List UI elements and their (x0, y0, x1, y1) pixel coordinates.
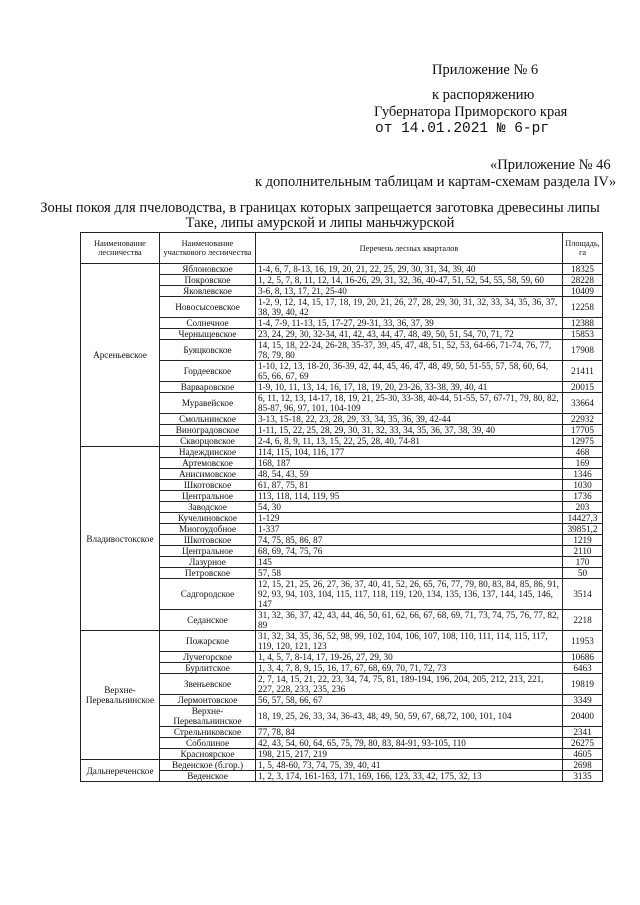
table-row (81, 436, 603, 447)
block-list: 77, 78, 84 (256, 727, 563, 738)
block-list: 2-4, 6, 8, 9, 11, 13, 15, 22, 25, 28, 40, 74-81 (256, 436, 563, 447)
area-value: 203 (563, 502, 603, 513)
forestry-name: Верхне-Перевальнинское (81, 631, 160, 760)
table-row (81, 393, 603, 414)
block-list: 1-2, 9, 12, 14, 15, 17, 18, 19, 20, 21, 26, 27, 28, 29, 30, 31, 32, 33, 34, 35, 36, 37, 38, 39, 40, 42 (256, 297, 563, 318)
area-value: 19819 (563, 674, 603, 695)
table-row (81, 329, 603, 340)
area-value: 169 (563, 458, 603, 469)
document-title-line1: Зоны покоя для пчеловодства, в границах которых запрещается заготовка древесины липы (40, 200, 600, 216)
table-row (81, 361, 603, 382)
document-title-line2: Таке, липы амурской и липы маньчжурской (185, 215, 455, 231)
block-list: 23, 24, 29, 30, 32-34, 41, 42, 43, 44, 47, 48, 49, 50, 51, 54, 70, 71, 72 (256, 329, 563, 340)
forestry-name: Дальнереченское (81, 760, 160, 782)
area-value: 2698 (563, 760, 603, 771)
district-name: Красноярское (160, 749, 256, 760)
table-row (81, 579, 603, 610)
block-list: 1, 5, 48-60, 73, 74, 75, 39, 40, 41 (256, 760, 563, 771)
district-name: Муравейское (160, 393, 256, 414)
district-name: Шкотовское (160, 480, 256, 491)
district-name: Лучегорское (160, 652, 256, 663)
area-value: 39851,2 (563, 524, 603, 535)
district-name: Соболиное (160, 738, 256, 749)
table-row (81, 286, 603, 297)
district-name: Стрельниковское (160, 727, 256, 738)
block-list: 1-10, 12, 13, 18-20, 36-39, 42, 44, 45, 46, 47, 48, 49, 50, 51-55, 57, 58, 60, 64, 65, 66, 67, 69 (256, 361, 563, 382)
area-value: 12258 (563, 297, 603, 318)
table-row (81, 264, 603, 275)
block-list: 1-9, 10, 11, 13, 14, 16, 17, 18, 19, 20, 23-26, 33-38, 39, 40, 41 (256, 382, 563, 393)
area-value: 2341 (563, 727, 603, 738)
district-name: Многоудобное (160, 524, 256, 535)
rest-zones-table (80, 232, 603, 782)
district-name: Седанское (160, 610, 256, 631)
governor-label: Губернатора Приморского края (374, 104, 568, 120)
district-name: Шкотовское (160, 535, 256, 546)
table-row (81, 771, 603, 782)
table-row (81, 631, 603, 652)
district-name: Садгородское (160, 579, 256, 610)
district-name: Бурлитское (160, 663, 256, 674)
area-value: 21411 (563, 361, 603, 382)
area-value: 170 (563, 557, 603, 568)
block-list: 113, 118, 114, 119, 95 (256, 491, 563, 502)
area-value: 28228 (563, 275, 603, 286)
table-row (81, 414, 603, 425)
block-list: 1-11, 15, 22, 25, 28, 29, 30, 31, 32, 33, 34, 35, 36, 37, 38, 39, 40 (256, 425, 563, 436)
block-list: 1, 4, 5, 7, 8-14, 17, 19-26, 27, 29, 30 (256, 652, 563, 663)
district-name: Звеньевское (160, 674, 256, 695)
table-row (81, 340, 603, 361)
table-row (81, 513, 603, 524)
district-name: Яковлевское (160, 286, 256, 297)
block-list: 1, 3, 4, 7, 8, 9, 15, 16, 17, 67, 68, 69, 70, 71, 72, 73 (256, 663, 563, 674)
area-value: 1219 (563, 535, 603, 546)
table-row (81, 469, 603, 480)
header-blocks: Перечень лесных кварталов (256, 233, 563, 264)
district-name: Гордеевское (160, 361, 256, 382)
block-list: 42, 43, 54, 60, 64, 65, 75, 79, 80, 83, 84-91, 93-105, 110 (256, 738, 563, 749)
area-value: 33664 (563, 393, 603, 414)
block-list: 114, 115, 104, 116, 177 (256, 447, 563, 458)
district-name: Анисимовское (160, 469, 256, 480)
table-row (81, 382, 603, 393)
area-value: 18325 (563, 264, 603, 275)
district-name: Новосысоевское (160, 297, 256, 318)
area-value: 11953 (563, 631, 603, 652)
block-list: 68, 69, 74, 75, 76 (256, 546, 563, 557)
block-list: 1, 2, 3, 174, 161-163, 171, 169, 166, 123, 33, 42, 175, 32, 13 (256, 771, 563, 782)
block-list: 3-6, 8, 13, 17, 21, 25-40 (256, 286, 563, 297)
forestry-name: Владивостокское (81, 447, 160, 631)
table-row (81, 502, 603, 513)
area-value: 10686 (563, 652, 603, 663)
area-value: 17705 (563, 425, 603, 436)
block-list: 12, 15, 21, 25, 26, 27, 36, 37, 40, 41, 52, 26, 65, 76, 77, 79, 80, 83, 84, 85, 86, 91, 92, 93, 94, 103, 104, 115, 117, 118, 119, 120, 134, 135, 136, 137, 144, 145, 146, 147 (256, 579, 563, 610)
block-list: 198, 215, 217, 219 (256, 749, 563, 760)
area-value: 26275 (563, 738, 603, 749)
table-row (81, 652, 603, 663)
block-list: 3-13, 15-18, 22, 23, 28, 29, 33, 34, 35, 36, 39, 42-44 (256, 414, 563, 425)
block-list: 1-4, 6, 7, 8-13, 16, 19, 20, 21, 22, 25, 29, 30, 31, 34, 39, 40 (256, 264, 563, 275)
area-value: 4605 (563, 749, 603, 760)
block-list: 1-129 (256, 513, 563, 524)
district-name: Лазурное (160, 557, 256, 568)
table-row (81, 458, 603, 469)
block-list: 31, 32, 36, 37, 42, 43, 44, 46, 50, 61, 62, 66, 67, 68, 69, 71, 73, 74, 75, 76, 77, 82, 89 (256, 610, 563, 631)
table-row (81, 706, 603, 727)
district-name: Пожарское (160, 631, 256, 652)
area-value: 3349 (563, 695, 603, 706)
table-row (81, 318, 603, 329)
area-value: 14427,3 (563, 513, 603, 524)
district-name: Покровское (160, 275, 256, 286)
district-name: Артемовское (160, 458, 256, 469)
table-row (81, 297, 603, 318)
district-name: Виноградовское (160, 425, 256, 436)
table-row (81, 727, 603, 738)
district-name: Солнечное (160, 318, 256, 329)
area-value: 1736 (563, 491, 603, 502)
district-name: Варваровское (160, 382, 256, 393)
to-tables-label: к дополнительным таблицам и картам-схемам раздела IV» (255, 174, 617, 190)
block-list: 1, 2, 5, 7, 8, 11, 12, 14, 16-26, 29, 31, 32, 36, 40-47, 51, 52, 54, 55, 58, 59, 60 (256, 275, 563, 286)
district-name: Центральное (160, 491, 256, 502)
table-row (81, 749, 603, 760)
order-date-number: от 14.01.2021 № 6-рг (375, 121, 550, 137)
block-list: 48, 54, 43, 59 (256, 469, 563, 480)
district-name: Петровское (160, 568, 256, 579)
block-list: 1-4, 7-9, 11-13, 15, 17-27, 29-31, 33, 36, 37, 39 (256, 318, 563, 329)
header-area: Площадь, га (563, 233, 603, 264)
block-list: 168, 187 (256, 458, 563, 469)
area-value: 2110 (563, 546, 603, 557)
block-list: 56, 57, 58, 66, 67 (256, 695, 563, 706)
area-value: 3514 (563, 579, 603, 610)
block-list: 18, 19, 25, 26, 33, 34, 36-43, 48, 49, 50, 59, 67, 68,72, 100, 101, 104 (256, 706, 563, 727)
area-value: 12975 (563, 436, 603, 447)
table-row (81, 568, 603, 579)
area-value: 20015 (563, 382, 603, 393)
area-value: 1346 (563, 469, 603, 480)
table-row (81, 425, 603, 436)
table-row (81, 524, 603, 535)
block-list: 57, 58 (256, 568, 563, 579)
header-forestry: Наименование лесничества (81, 233, 160, 264)
table-row (81, 674, 603, 695)
district-name: Заводское (160, 502, 256, 513)
appendix-46-label: «Приложение № 46 (490, 157, 611, 173)
block-list: 145 (256, 557, 563, 568)
table-header-row (81, 233, 603, 264)
appendix-label: Приложение № 6 (432, 62, 539, 78)
table-row (81, 535, 603, 546)
block-list: 6, 11, 12, 13, 14-17, 18, 19, 21, 25-30, 33-38, 40-44, 51-55, 57, 67-71, 79, 80, 82, 85-87, 96, 97, 101, 104-109 (256, 393, 563, 414)
area-value: 22932 (563, 414, 603, 425)
block-list: 74, 75, 85, 86, 87 (256, 535, 563, 546)
table-row (81, 480, 603, 491)
table-row (81, 546, 603, 557)
table-row (81, 491, 603, 502)
district-name: Буяцковское (160, 340, 256, 361)
area-value: 17908 (563, 340, 603, 361)
area-value: 50 (563, 568, 603, 579)
district-name: Смольнинское (160, 414, 256, 425)
forestry-name: Арсеньевское (81, 264, 160, 447)
area-value: 10409 (563, 286, 603, 297)
block-list: 2, 7, 14, 15, 21, 22, 23, 34, 74, 75, 81, 189-194, 196, 204, 205, 212, 213, 221, 227, 228, 233, 235, 236 (256, 674, 563, 695)
district-name: Яблоновское (160, 264, 256, 275)
area-value: 12388 (563, 318, 603, 329)
table-row (81, 695, 603, 706)
area-value: 3135 (563, 771, 603, 782)
block-list: 1-337 (256, 524, 563, 535)
table-row (81, 557, 603, 568)
area-value: 6463 (563, 663, 603, 674)
area-value: 20400 (563, 706, 603, 727)
header-district: Наименование участкового лесничества (160, 233, 256, 264)
table-row (81, 760, 603, 771)
district-name: Кучелиновское (160, 513, 256, 524)
area-value: 1030 (563, 480, 603, 491)
table-row (81, 738, 603, 749)
district-name: Надеждинское (160, 447, 256, 458)
area-value: 15853 (563, 329, 603, 340)
district-name: Лермонтовское (160, 695, 256, 706)
table-row (81, 275, 603, 286)
table-body (81, 264, 603, 782)
district-name: Веденское (160, 771, 256, 782)
block-list: 14, 15, 18, 22-24, 26-28, 35-37, 39, 45, 47, 48, 51, 52, 53, 64-66, 71-74, 76, 77, 78, 79, 80 (256, 340, 563, 361)
district-name: Центральное (160, 546, 256, 557)
district-name: Скворцовское (160, 436, 256, 447)
area-value: 2218 (563, 610, 603, 631)
table-row (81, 610, 603, 631)
table-row (81, 663, 603, 674)
to-order-label: к распоряжению (432, 87, 535, 103)
block-list: 61, 87, 75, 81 (256, 480, 563, 491)
area-value: 468 (563, 447, 603, 458)
district-name: Черныщевское (160, 329, 256, 340)
table-row (81, 447, 603, 458)
district-name: Веденское (б.гор.) (160, 760, 256, 771)
block-list: 31, 32, 34, 35, 36, 52, 98, 99, 102, 104, 106, 107, 108, 110, 111, 114, 115, 117, 119, 120, 121, 123 (256, 631, 563, 652)
district-name: Верхне-Перевальнинское (160, 706, 256, 727)
block-list: 54, 30 (256, 502, 563, 513)
